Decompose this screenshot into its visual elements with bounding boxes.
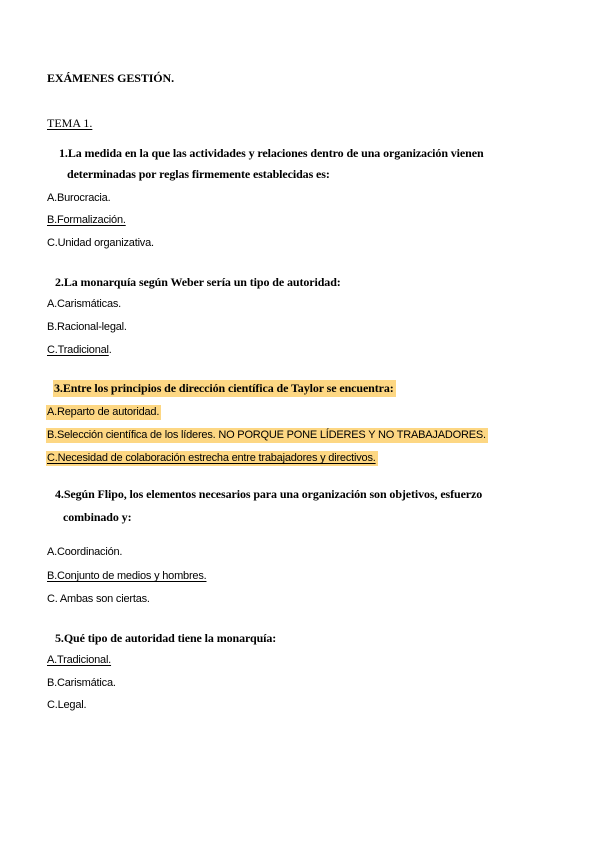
question-3 (53, 381, 396, 395)
question-5-option-c: C.Legal. (47, 699, 87, 711)
question-5-option-a-correct: A.Tradicional. (47, 654, 112, 666)
question-3-option-b-highlight: B.Selección científica de los líderes. NO PORQUE PONE LÍDERES Y NO TRABAJADORES. (47, 429, 486, 441)
question-4-text-line2: combinado y: (63, 510, 132, 524)
question-3-option-a (46, 405, 161, 419)
question-4-option-b-correct: B.Conjunto de medios y hombres. (47, 570, 207, 582)
question-2-text: La monarquía según Weber sería un tipo de autoridad: (63, 275, 341, 289)
question-2-option-c-correct: C.Tradicional (47, 344, 109, 356)
question-3-option-a-highlight: A.Reparto de autoridad. (47, 406, 160, 418)
question-2-option-c-period: . (108, 344, 112, 356)
question-1-text-line1: La medida en la que las actividades y relaciones dentro de una organización vienen (67, 146, 484, 160)
question-2-option-a: A.Carismáticas. (47, 298, 122, 310)
question-1-text-line2: determinadas por reglas firmemente establecidas es: (67, 167, 330, 181)
question-3-highlight (53, 380, 396, 397)
question-4-text-line1: Según Flipo, los elementos necesarios para una organización son objetivos, esfuerzo (63, 487, 483, 501)
question-5-option-b: B.Carismática. (47, 677, 116, 689)
question-5-text: Qué tipo de autoridad tiene la monarquía: (63, 631, 277, 645)
question-3-text: Entre los principios de dirección científica de Taylor se encuentra: (62, 381, 394, 395)
question-2-option-c (47, 343, 112, 357)
question-3-option-c (46, 451, 378, 465)
question-1 (59, 146, 484, 160)
question-4 (55, 487, 482, 501)
question-3-option-c-correct: C.Necesidad de colaboración estrecha entre trabajadores y directivos. (47, 452, 376, 464)
question-4-number: 4. (55, 487, 64, 501)
question-1-option-a: A.Burocracia. (47, 192, 111, 204)
question-1-option-c: C.Unidad organizativa. (47, 237, 154, 249)
question-5-number: 5. (55, 631, 64, 645)
question-3-number: 3. (54, 381, 63, 395)
section-heading: TEMA 1. (47, 116, 93, 130)
question-1-option-b-correct: B.Formalización. (47, 214, 126, 226)
question-1-number: 1. (59, 146, 68, 160)
question-2-number: 2. (55, 275, 64, 289)
question-2-option-b: B.Racional-legal. (47, 321, 127, 333)
document-title: EXÁMENES GESTIÓN. (47, 71, 174, 85)
question-2 (55, 275, 341, 289)
question-4-option-c: C. Ambas son ciertas. (47, 593, 150, 605)
question-3-option-b (46, 428, 488, 442)
question-4-option-a: A.Coordinación. (47, 546, 123, 558)
question-5 (55, 631, 276, 645)
